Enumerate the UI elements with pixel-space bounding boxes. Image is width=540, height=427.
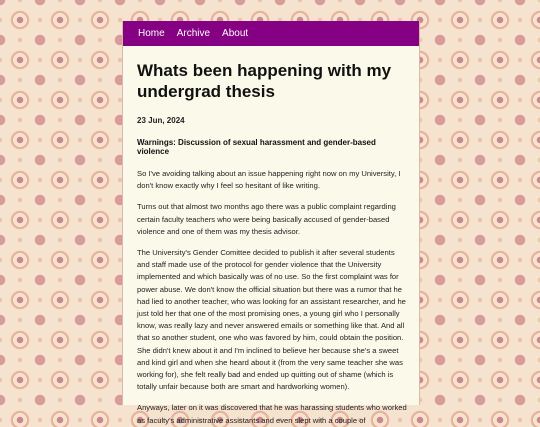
post-paragraph: Turns out that almost two months ago there was a public complaint regarding certain faculty teachers who were being basically accused of gender-based violence and one of them was my thesis advisor. xyxy=(137,202,396,236)
post-article xyxy=(123,46,419,427)
post-date: 23 Jun, 2024 xyxy=(137,116,185,125)
nav-home-link[interactable]: Home xyxy=(138,28,165,39)
nav-about-link[interactable]: About xyxy=(222,28,249,39)
top-nav xyxy=(123,21,419,46)
post-page xyxy=(122,21,420,425)
content-warning: Warnings: Discussion of sexual harassment and gender-based violence xyxy=(137,138,376,156)
nav-archive-link[interactable]: Archive xyxy=(176,28,211,39)
post-title: Whats been happening with my undergrad thesis xyxy=(137,61,392,101)
post-paragraph: Anyways, later on it was discovered that he was harassing students who worked as faculty's administrative assistants and even slept with a couple of xyxy=(137,403,407,425)
post-paragraph: So I've avoiding talking about an issue happening right now on my University, I don't know exactly why I feel so hesitant of like writing. xyxy=(137,169,401,191)
post-paragraph: The University's Gender Comittee decided to publish it after several students and staff made use of the protocol for gender violence that the University implemented and which basically was of no use. So the first complaint was for power abuse. We don't know the official situation but there was a rumor that he had lied to another teacher, who was looking for an assistant researcher, and he just told her that one of the most promising ones, a young girl who I personally know, was really lazy and never answered emails or something like that. And all that so another student, one who was favored by him, could obtain the position. She didn't knew about it and I'm inclined to believe her because she's a sweet and kind girl and when she heard about it (from the very same teacher she was working for), she felt really bad and ended up quitting out of shame (which is totally unfair because both are smart and hardworking women). xyxy=(137,248,406,392)
